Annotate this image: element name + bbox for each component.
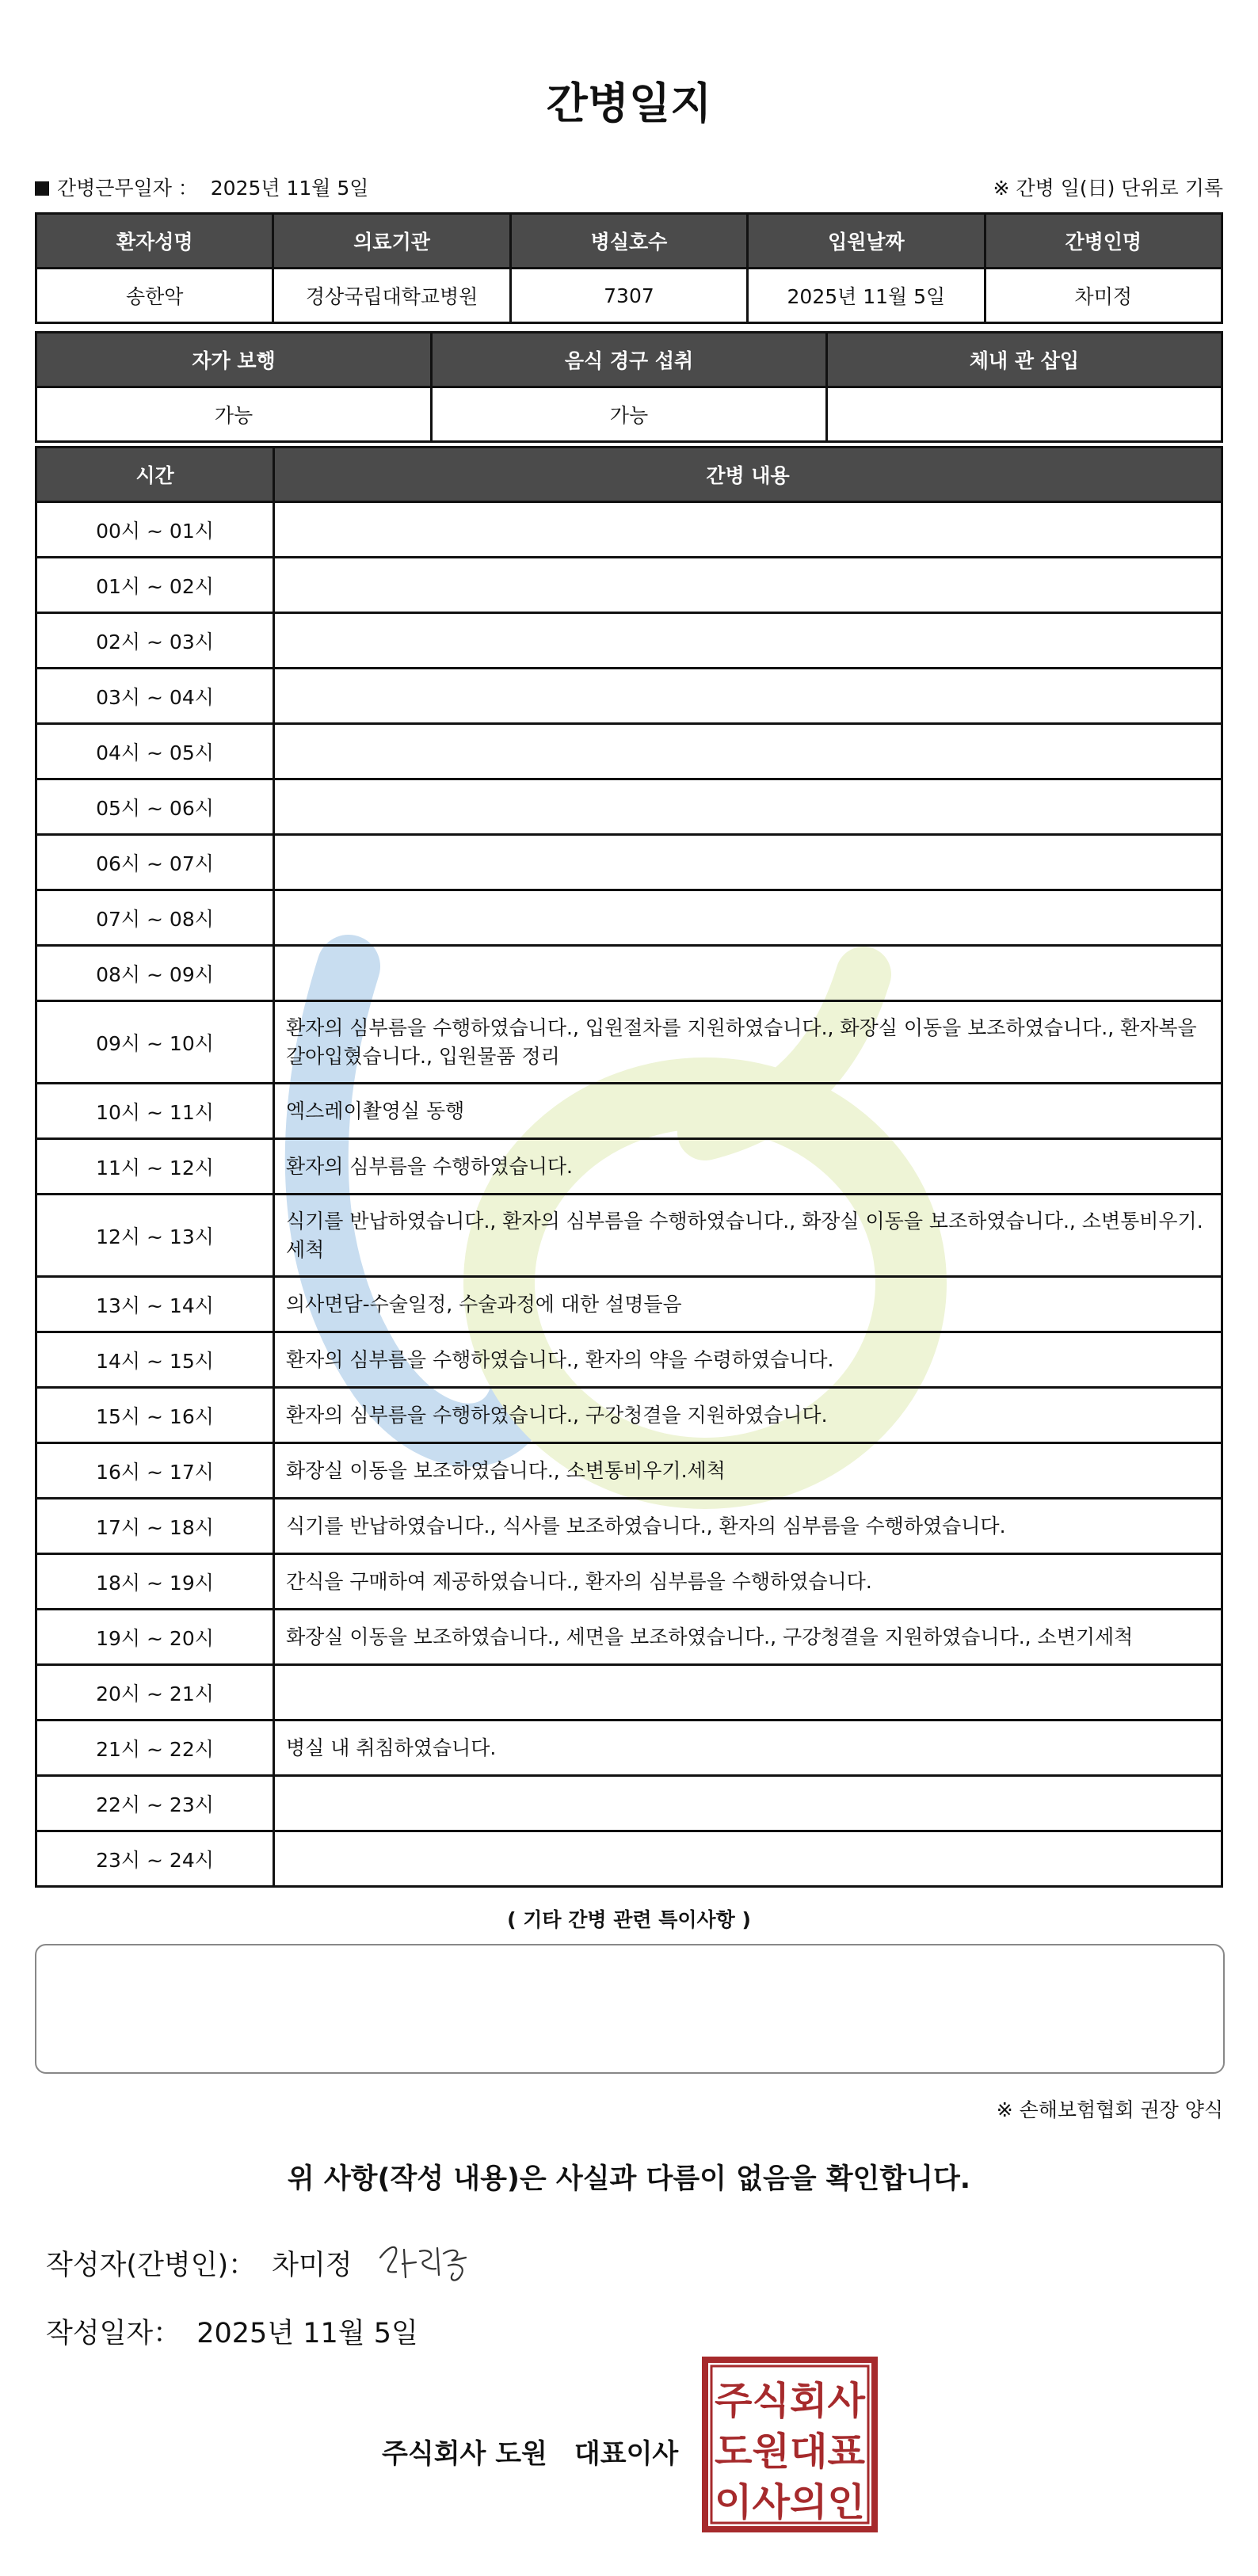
care-note: 환자의 심부름을 수행하였습니다., 입원절차를 지원하였습니다., 화장실 이동을 보조하였습니다., 환자복을 갈아입혔습니다., 입원물품 정리: [274, 1001, 1222, 1084]
care-note: [274, 946, 1222, 1001]
table-row: [36, 835, 1222, 890]
time-slot: 17시 ~ 18시: [36, 1499, 274, 1554]
time-slot: 18시 ~ 19시: [36, 1554, 274, 1610]
header-tube: 체내 관 삽입: [827, 333, 1222, 387]
table-row: [36, 1388, 1222, 1443]
time-slot: 11시 ~ 12시: [36, 1139, 274, 1195]
time-slot: 23시 ~ 24시: [36, 1831, 274, 1887]
time-slot: 15시 ~ 16시: [36, 1388, 274, 1443]
time-slot: 08시 ~ 09시: [36, 946, 274, 1001]
care-note: 의사면담-수술일정, 수술과정에 대한 설명들음: [274, 1277, 1222, 1332]
time-slot: 07시 ~ 08시: [36, 890, 274, 946]
table-row: [36, 1665, 1222, 1721]
table-row: [36, 1776, 1222, 1831]
table-row: [36, 1831, 1222, 1887]
care-note: [274, 890, 1222, 946]
page-title: 간병일지: [546, 78, 712, 128]
table-row: [36, 1195, 1222, 1277]
written-date-line: [46, 2311, 418, 2351]
care-log-table: [35, 446, 1223, 1888]
time-slot: 09시 ~ 10시: [36, 1001, 274, 1084]
care-note: 환자의 심부름을 수행하였습니다., 구강청결을 지원하였습니다.: [274, 1388, 1222, 1443]
work-date-label: 간병근무일자 ：: [57, 177, 198, 200]
table-row: [36, 1084, 1222, 1139]
form-note: ※ 손해보험협회 권장 양식: [996, 2098, 1223, 2121]
table-row: [36, 669, 1222, 724]
time-slot: 22시 ~ 23시: [36, 1776, 274, 1831]
time-slot: 21시 ~ 22시: [36, 1721, 274, 1776]
table-row: [36, 1721, 1222, 1776]
care-note: [274, 502, 1222, 558]
svg-text:주식회사: 주식회사: [715, 2379, 866, 2423]
table-row: [36, 1277, 1222, 1332]
time-slot: 12시 ~ 13시: [36, 1195, 274, 1277]
care-note: [274, 779, 1222, 835]
care-note: [274, 558, 1222, 613]
writer-name: 차미정: [272, 2250, 353, 2281]
patient-status-table: [35, 331, 1223, 443]
work-date-line: [35, 173, 368, 201]
care-note: 화장실 이동을 보조하였습니다., 세면을 보조하였습니다., 구강청결을 지원하였습니다., 소변기세척: [274, 1610, 1222, 1665]
time-slot: 06시 ~ 07시: [36, 835, 274, 890]
table-row: [36, 1001, 1222, 1084]
time-slot: 10시 ~ 11시: [36, 1084, 274, 1139]
confirmation-statement: 위 사항(작성 내용)은 사실과 다름이 없음을 확인합니다.: [287, 2163, 971, 2195]
care-note: 환자의 심부름을 수행하였습니다., 환자의 약을 수령하였습니다.: [274, 1332, 1222, 1388]
header-hospital: 의료기관: [273, 214, 510, 269]
time-slot: 16시 ~ 17시: [36, 1443, 274, 1499]
special-notes-box: [35, 1944, 1225, 2074]
care-note: [274, 613, 1222, 669]
header-caregiver: 간병인명: [985, 214, 1222, 269]
care-note: 식기를 반납하였습니다., 환자의 심부름을 수행하였습니다., 화장실 이동을 보조하였습니다., 소변통비우기.세척: [274, 1195, 1222, 1277]
header-walking: 자가 보행: [36, 333, 432, 387]
caregiver-name: 차미정: [985, 269, 1222, 323]
table-row: [36, 502, 1222, 558]
time-slot: 01시 ~ 02시: [36, 558, 274, 613]
svg-text:이사의인: 이사의인: [715, 2480, 865, 2525]
care-note: [274, 1776, 1222, 1831]
table-row: [36, 1139, 1222, 1195]
care-note: 병실 내 취침하였습니다.: [274, 1721, 1222, 1776]
time-slot: 14시 ~ 15시: [36, 1332, 274, 1388]
time-slot: 03시 ~ 04시: [36, 669, 274, 724]
table-row: [36, 558, 1222, 613]
table-row: [36, 1499, 1222, 1554]
date-value: 2025년 11월 5일: [196, 2318, 418, 2349]
table-row: [36, 1332, 1222, 1388]
care-note: 화장실 이동을 보조하였습니다., 소변통비우기.세척: [274, 1443, 1222, 1499]
date-label: 작성일자：: [46, 2318, 181, 2349]
table-row: [36, 1443, 1222, 1499]
table-row: [36, 613, 1222, 669]
care-note: [274, 835, 1222, 890]
writer-line: [46, 2243, 353, 2283]
time-slot: 13시 ~ 14시: [36, 1277, 274, 1332]
table-row: [36, 890, 1222, 946]
square-bullet-icon: [35, 181, 49, 196]
time-slot: 05시 ~ 06시: [36, 779, 274, 835]
care-note: [274, 724, 1222, 779]
admission-date: 2025년 11월 5일: [748, 269, 985, 323]
time-slot: 20시 ~ 21시: [36, 1665, 274, 1721]
header-time: 시간: [36, 448, 274, 502]
care-note: 엑스레이촬영실 동행: [274, 1084, 1222, 1139]
care-note: 간식을 구매하여 제공하였습니다., 환자의 심부름을 수행하였습니다.: [274, 1554, 1222, 1610]
time-slot: 02시 ~ 03시: [36, 613, 274, 669]
care-note: 환자의 심부름을 수행하였습니다.: [274, 1139, 1222, 1195]
patient-name: 송한악: [36, 269, 273, 323]
special-notes-title: ( 기타 간병 관련 특이사항 ): [507, 1908, 751, 1931]
tube-status: [827, 387, 1222, 442]
svg-text:도원대표: 도원대표: [715, 2429, 866, 2474]
care-note: [274, 1665, 1222, 1721]
oral-intake-status: 가능: [432, 387, 827, 442]
patient-info-table: [35, 212, 1223, 324]
table-row: [36, 1554, 1222, 1610]
table-row: [36, 724, 1222, 779]
header-admission-date: 입원날짜: [748, 214, 985, 269]
header-care-content: 간병 내용: [274, 448, 1222, 502]
care-note: [274, 1831, 1222, 1887]
header-oral-intake: 음식 경구 섭취: [432, 333, 827, 387]
header-room: 병실호수: [510, 214, 747, 269]
handwritten-signature: [372, 2234, 515, 2289]
time-slot: 04시 ~ 05시: [36, 724, 274, 779]
time-slot: 19시 ~ 20시: [36, 1610, 274, 1665]
table-row: [36, 779, 1222, 835]
table-row: [36, 1610, 1222, 1665]
care-note: [274, 669, 1222, 724]
care-note: 식기를 반납하였습니다., 식사를 보조하였습니다., 환자의 심부름을 수행하였습니다.: [274, 1499, 1222, 1554]
company-representative: 주식회사 도원 대표이사: [382, 2438, 679, 2470]
time-slot: 00시 ~ 01시: [36, 502, 274, 558]
company-seal: [702, 2357, 878, 2532]
room-number: 7307: [510, 269, 747, 323]
walking-status: 가능: [36, 387, 432, 442]
table-row: [36, 946, 1222, 1001]
hospital-name: 경상국립대학교병원: [273, 269, 510, 323]
unit-note: ※ 간병 일(日) 단위로 기록: [993, 177, 1223, 200]
work-date-value: 2025년 11월 5일: [210, 177, 369, 200]
writer-label: 작성자(간병인)：: [46, 2250, 257, 2281]
header-patient-name: 환자성명: [36, 214, 273, 269]
